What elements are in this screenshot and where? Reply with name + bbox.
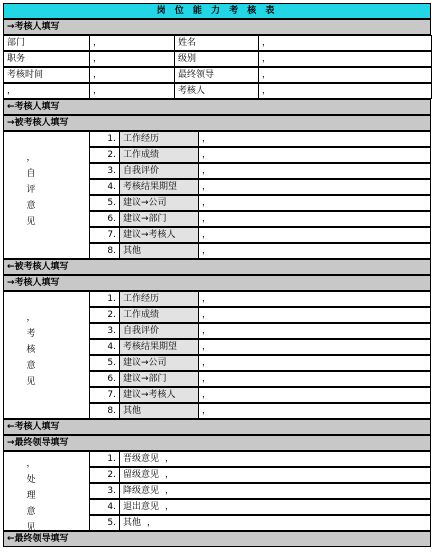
self-eval-side-char: 意 xyxy=(26,201,36,211)
self-eval-item-label: 工作成绩 xyxy=(119,147,199,163)
form-title: 岗 位 能 力 考 核 表 xyxy=(3,3,431,19)
decision-item-input[interactable] xyxy=(119,515,431,531)
review-item-label: 工作成绩 xyxy=(119,307,199,323)
self-eval-side-label xyxy=(3,131,90,259)
self-eval-item-num: 3. xyxy=(89,163,120,179)
self-eval-item-input[interactable]: ， xyxy=(198,243,431,259)
review-side-char: 见 xyxy=(26,377,36,387)
self-eval-item-label: 工作经历 xyxy=(119,131,199,147)
self-eval-item-num: 2. xyxy=(89,147,120,163)
self-eval-item-label: 考核结果期望 xyxy=(119,179,199,195)
decision-item-value: ， xyxy=(165,470,175,480)
input-info-r1-c1[interactable]: ， xyxy=(89,51,175,67)
decision-item-input[interactable] xyxy=(119,451,431,467)
self-eval-side-char: 见 xyxy=(26,217,36,227)
decision-item-label: 降级意见 xyxy=(123,486,160,496)
self-eval-item-label: 建议→公司 xyxy=(119,195,199,211)
decision-item-label: 其他 xyxy=(123,518,142,528)
self-eval-item-num: 6. xyxy=(89,211,120,227)
section-reviewer-start: →考核人填写 xyxy=(3,19,431,35)
review-item-label: 建议→公司 xyxy=(119,355,199,371)
review-item-label: 工作经历 xyxy=(119,291,199,307)
self-eval-item-label: 自我评价 xyxy=(119,163,199,179)
decision-item-label: 退出意见 xyxy=(123,502,160,512)
decision-item-num: 4. xyxy=(89,499,120,515)
review-item-num: 3. xyxy=(89,323,120,339)
self-eval-item-label: 建议→部门 xyxy=(119,211,199,227)
decision-side-char: 见 xyxy=(26,523,36,531)
input-info-r2-c3[interactable]: ， xyxy=(258,67,432,83)
input-info-r2-c1[interactable]: ， xyxy=(89,67,175,83)
decision-item-input[interactable] xyxy=(119,483,431,499)
label-dept: 部门 xyxy=(3,35,90,51)
decision-side-char: 处 xyxy=(26,475,36,485)
label-final_leader: 最终领导 xyxy=(174,67,259,83)
input-info-r0-c3[interactable]: ， xyxy=(258,35,432,51)
self-eval-item-num: 5. xyxy=(89,195,120,211)
review-item-num: 1. xyxy=(89,291,120,307)
decision-side-char: 理 xyxy=(26,491,36,501)
decision-item-num: 1. xyxy=(89,451,120,467)
self-eval-side-char: 自 xyxy=(26,169,36,179)
input-info-r1-c3[interactable]: ， xyxy=(258,51,432,67)
decision-item-num: 3. xyxy=(89,483,120,499)
review-item-input[interactable]: ， xyxy=(198,387,431,403)
review-item-label: 其他 xyxy=(119,403,199,419)
review-item-label: 建议→考核人 xyxy=(119,387,199,403)
self-eval-item-input[interactable]: ， xyxy=(198,227,431,243)
review-item-label: 考核结果期望 xyxy=(119,339,199,355)
review-side-char: ， xyxy=(26,313,36,323)
input-info-r3-c3[interactable]: ， xyxy=(258,83,432,99)
review-side-label xyxy=(3,291,90,419)
self-eval-item-input[interactable]: ， xyxy=(198,147,431,163)
review-side-char: 核 xyxy=(26,345,36,355)
review-item-label: 自我评价 xyxy=(119,323,199,339)
decision-item-num: 5. xyxy=(89,515,120,531)
label-job: 职务 xyxy=(3,51,90,67)
self-eval-item-input[interactable]: ， xyxy=(198,179,431,195)
review-item-num: 2. xyxy=(89,307,120,323)
self-eval-item-num: 7. xyxy=(89,227,120,243)
section-decision-start: →最终领导填写 xyxy=(3,435,431,451)
review-item-num: 8. xyxy=(89,403,120,419)
input-info-r3-c1[interactable]: ， xyxy=(89,83,175,99)
self-eval-item-label: 建议→考核人 xyxy=(119,227,199,243)
self-eval-item-input[interactable]: ， xyxy=(198,211,431,227)
label-name: 姓名 xyxy=(174,35,259,51)
decision-item-value: ， xyxy=(147,518,157,528)
decision-item-label: 晋级意见 xyxy=(123,454,160,464)
assessment-form xyxy=(3,3,431,550)
self-eval-item-num: 4. xyxy=(89,179,120,195)
self-eval-item-input[interactable]: ， xyxy=(198,163,431,179)
review-item-input[interactable]: ， xyxy=(198,403,431,419)
review-item-input[interactable]: ， xyxy=(198,371,431,387)
self-eval-item-label: 其他 xyxy=(119,243,199,259)
decision-item-input[interactable] xyxy=(119,499,431,515)
section-review-start: →考核人填写 xyxy=(3,275,431,291)
decision-side-label xyxy=(3,451,90,531)
decision-item-label: 留级意见 xyxy=(123,470,160,480)
review-item-input[interactable]: ， xyxy=(198,355,431,371)
review-side-char: 考 xyxy=(26,329,36,339)
review-item-input[interactable]: ， xyxy=(198,339,431,355)
self-eval-side-char: ， xyxy=(26,153,36,163)
section-review-end: ←考核人填写 xyxy=(3,419,431,435)
review-item-num: 7. xyxy=(89,387,120,403)
self-eval-item-input[interactable]: ， xyxy=(198,131,431,147)
decision-item-value: ， xyxy=(165,486,175,496)
decision-item-value: ， xyxy=(165,502,175,512)
self-eval-item-num: 8. xyxy=(89,243,120,259)
section-self-eval-start: →被考核人填写 xyxy=(3,115,431,131)
review-item-num: 5. xyxy=(89,355,120,371)
decision-item-input[interactable] xyxy=(119,467,431,483)
section-self-eval-end: ←被考核人填写 xyxy=(3,259,431,275)
self-eval-item-num: 1. xyxy=(89,131,120,147)
review-item-input[interactable]: ， xyxy=(198,291,431,307)
input-info-r3-c0[interactable]: ， xyxy=(3,83,90,99)
review-item-input[interactable]: ， xyxy=(198,323,431,339)
section-reviewer-end: ←考核人填写 xyxy=(3,99,431,115)
self-eval-side-char: 评 xyxy=(26,185,36,195)
decision-item-num: 2. xyxy=(89,467,120,483)
review-item-input[interactable]: ， xyxy=(198,307,431,323)
label-date: 考核时间 xyxy=(3,67,90,83)
review-item-label: 建议→部门 xyxy=(119,371,199,387)
label-reviewer: 考核人 xyxy=(174,83,259,99)
label-level: 级别 xyxy=(174,51,259,67)
decision-side-char: 意 xyxy=(26,507,36,517)
review-item-num: 6. xyxy=(89,371,120,387)
section-decision-end: ←最终领导填写 xyxy=(3,531,431,547)
decision-item-value: ， xyxy=(165,454,175,464)
input-info-r0-c1[interactable]: ， xyxy=(89,35,175,51)
review-item-num: 4. xyxy=(89,339,120,355)
self-eval-item-input[interactable]: ， xyxy=(198,195,431,211)
review-side-char: 意 xyxy=(26,361,36,371)
decision-side-char: ， xyxy=(26,459,36,469)
